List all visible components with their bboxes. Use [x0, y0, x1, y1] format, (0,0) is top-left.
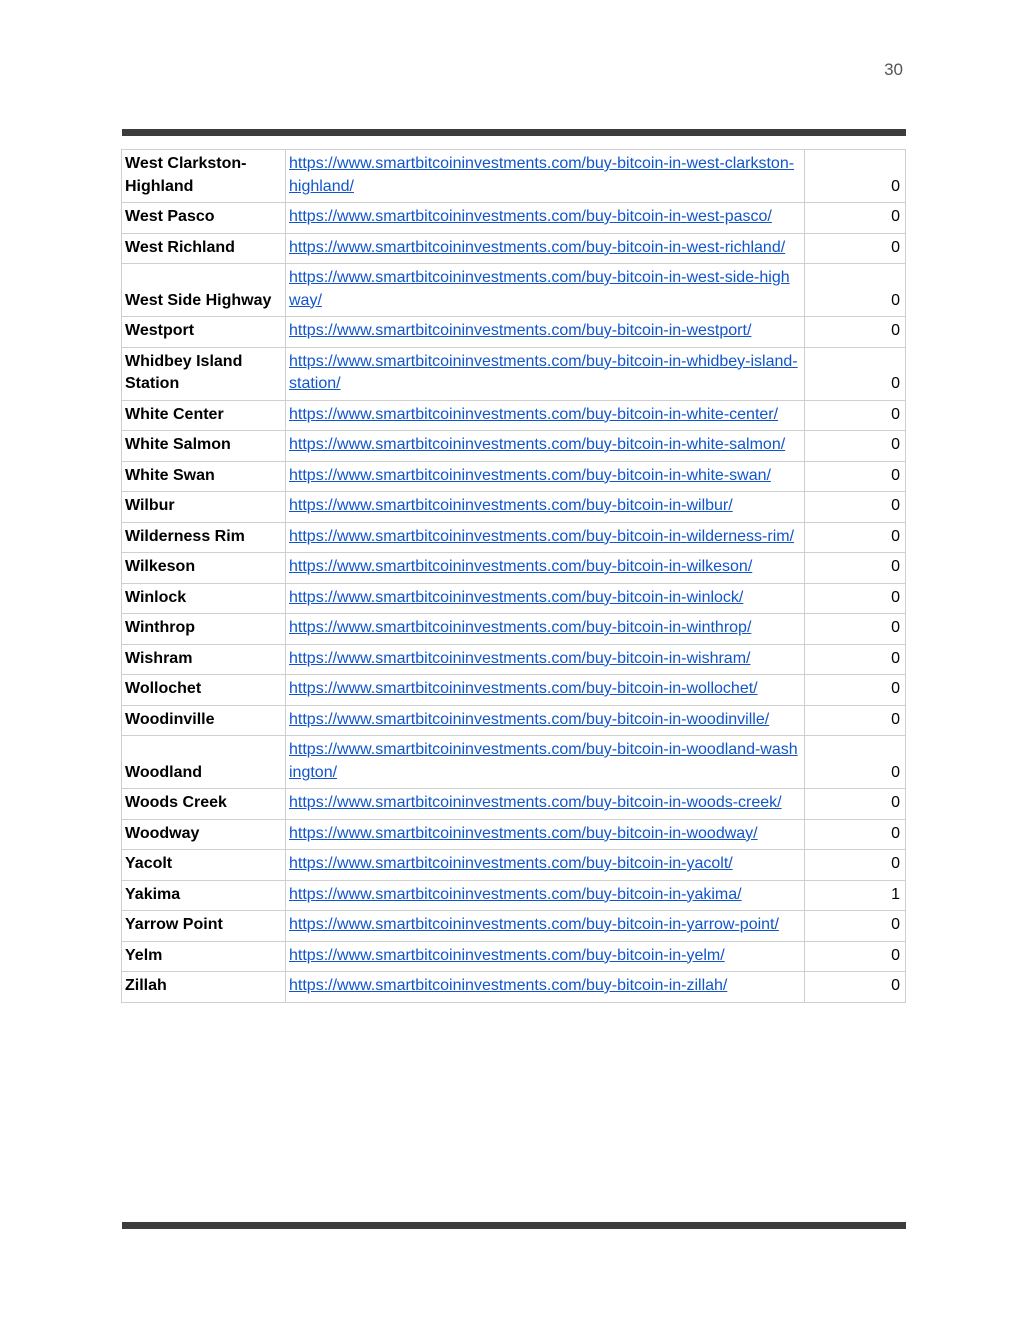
table-row [122, 150, 906, 203]
count-cell: 0 [805, 522, 906, 553]
url-cell [286, 203, 805, 234]
table-row [122, 233, 906, 264]
city-link[interactable]: https://www.smartbitcoininvestments.com/buy-bitcoin-in-wilkeson/ [289, 558, 753, 575]
city-name-cell: White Salmon [122, 431, 286, 462]
city-name-cell: Yelm [122, 941, 286, 972]
url-cell [286, 644, 805, 675]
count-cell: 0 [805, 705, 906, 736]
city-name-cell: White Center [122, 400, 286, 431]
count-cell: 0 [805, 675, 906, 706]
city-link[interactable]: https://www.smartbitcoininvestments.com/buy-bitcoin-in-wollochet/ [289, 680, 758, 697]
city-link-table [121, 149, 906, 1003]
table-body [122, 150, 906, 1003]
url-cell [286, 583, 805, 614]
city-name-cell: Woodway [122, 819, 286, 850]
city-link[interactable]: https://www.smartbitcoininvestments.com/buy-bitcoin-in-zillah/ [289, 977, 728, 994]
bottom-divider [122, 1222, 906, 1229]
table-row [122, 461, 906, 492]
url-cell [286, 819, 805, 850]
city-name-cell: Woodland [122, 736, 286, 789]
url-cell [286, 736, 805, 789]
city-link[interactable]: https://www.smartbitcoininvestments.com/buy-bitcoin-in-wilbur/ [289, 497, 733, 514]
table-row [122, 850, 906, 881]
city-name-cell: Wollochet [122, 675, 286, 706]
count-cell: 0 [805, 233, 906, 264]
table-row [122, 492, 906, 523]
count-cell: 0 [805, 553, 906, 584]
url-cell [286, 880, 805, 911]
table-row [122, 644, 906, 675]
url-cell [286, 347, 805, 400]
count-cell: 0 [805, 614, 906, 645]
city-name-cell: Westport [122, 317, 286, 348]
count-cell: 0 [805, 789, 906, 820]
city-link[interactable]: https://www.smartbitcoininvestments.com/buy-bitcoin-in-woodland-washington/ [289, 741, 798, 781]
city-link[interactable]: https://www.smartbitcoininvestments.com/buy-bitcoin-in-wishram/ [289, 649, 751, 667]
count-cell: 0 [805, 819, 906, 850]
table-row [122, 911, 906, 942]
url-cell [286, 233, 805, 264]
count-cell: 0 [805, 583, 906, 614]
city-name-cell: White Swan [122, 461, 286, 492]
city-link[interactable]: https://www.smartbitcoininvestments.com/buy-bitcoin-in-yacolt/ [289, 855, 733, 872]
city-link[interactable]: https://www.smartbitcoininvestments.com/buy-bitcoin-in-woodinville/ [289, 710, 770, 728]
top-divider [122, 129, 906, 136]
city-name-cell: Woods Creek [122, 789, 286, 820]
url-cell [286, 317, 805, 348]
count-cell: 0 [805, 911, 906, 942]
city-link[interactable]: https://www.smartbitcoininvestments.com/buy-bitcoin-in-wilderness-rim/ [289, 527, 795, 545]
count-cell: 0 [805, 264, 906, 317]
city-link[interactable]: https://www.smartbitcoininvestments.com/buy-bitcoin-in-yakima/ [289, 885, 742, 903]
table-row [122, 819, 906, 850]
city-name-cell: Zillah [122, 972, 286, 1003]
city-link[interactable]: https://www.smartbitcoininvestments.com/buy-bitcoin-in-west-clarkston-highland/ [289, 155, 795, 195]
city-link[interactable]: https://www.smartbitcoininvestments.com/buy-bitcoin-in-winlock/ [289, 588, 744, 606]
city-name-cell: West Side Highway [122, 264, 286, 317]
url-cell [286, 461, 805, 492]
url-cell [286, 705, 805, 736]
city-link[interactable]: https://www.smartbitcoininvestments.com/buy-bitcoin-in-white-center/ [289, 405, 779, 423]
count-cell: 0 [805, 644, 906, 675]
count-cell: 0 [805, 850, 906, 881]
city-name-cell: Wilbur [122, 492, 286, 523]
table-row [122, 203, 906, 234]
city-link[interactable]: https://www.smartbitcoininvestments.com/buy-bitcoin-in-west-side-highway/ [289, 269, 790, 309]
count-cell: 0 [805, 400, 906, 431]
url-cell [286, 522, 805, 553]
count-cell: 0 [805, 736, 906, 789]
table-row [122, 705, 906, 736]
url-cell [286, 850, 805, 881]
url-cell [286, 492, 805, 523]
city-link[interactable]: https://www.smartbitcoininvestments.com/buy-bitcoin-in-woodway/ [289, 824, 758, 842]
url-cell [286, 941, 805, 972]
table-row [122, 583, 906, 614]
city-name-cell: Wilkeson [122, 553, 286, 584]
table-row [122, 614, 906, 645]
city-name-cell: West Pasco [122, 203, 286, 234]
url-cell [286, 675, 805, 706]
city-link[interactable]: https://www.smartbitcoininvestments.com/buy-bitcoin-in-white-swan/ [289, 466, 771, 484]
table-row [122, 522, 906, 553]
city-name-cell: Yakima [122, 880, 286, 911]
count-cell: 0 [805, 150, 906, 203]
count-cell: 0 [805, 941, 906, 972]
table-row [122, 972, 906, 1003]
table-row [122, 941, 906, 972]
city-name-cell: West Richland [122, 233, 286, 264]
city-name-cell: Yarrow Point [122, 911, 286, 942]
city-name-cell: West Clarkston-Highland [122, 150, 286, 203]
url-cell [286, 150, 805, 203]
city-link[interactable]: https://www.smartbitcoininvestments.com/buy-bitcoin-in-woods-creek/ [289, 794, 782, 811]
count-cell: 0 [805, 461, 906, 492]
url-cell [286, 400, 805, 431]
count-cell: 0 [805, 317, 906, 348]
count-cell: 0 [805, 347, 906, 400]
url-cell [286, 911, 805, 942]
table-row [122, 400, 906, 431]
table-row [122, 347, 906, 400]
city-link[interactable]: https://www.smartbitcoininvestments.com/buy-bitcoin-in-yarrow-point/ [289, 916, 779, 933]
url-cell [286, 972, 805, 1003]
city-name-cell: Woodinville [122, 705, 286, 736]
city-link[interactable]: https://www.smartbitcoininvestments.com/buy-bitcoin-in-whidbey-island-station/ [289, 352, 798, 392]
table-row [122, 880, 906, 911]
city-name-cell: Wishram [122, 644, 286, 675]
table-row [122, 553, 906, 584]
url-cell [286, 614, 805, 645]
page-number: 30 [884, 60, 903, 79]
count-cell: 0 [805, 972, 906, 1003]
count-cell: 0 [805, 203, 906, 234]
city-link[interactable]: https://www.smartbitcoininvestments.com/buy-bitcoin-in-winthrop/ [289, 619, 752, 636]
city-link[interactable]: https://www.smartbitcoininvestments.com/buy-bitcoin-in-west-richland/ [289, 238, 786, 256]
url-cell [286, 264, 805, 317]
city-link[interactable]: https://www.smartbitcoininvestments.com/buy-bitcoin-in-westport/ [289, 322, 752, 339]
count-cell: 0 [805, 431, 906, 462]
url-cell [286, 431, 805, 462]
table-row [122, 675, 906, 706]
city-name-cell: Wilderness Rim [122, 522, 286, 553]
city-link[interactable]: https://www.smartbitcoininvestments.com/buy-bitcoin-in-white-salmon/ [289, 436, 786, 453]
table-row [122, 317, 906, 348]
city-name-cell: Yacolt [122, 850, 286, 881]
city-link[interactable]: https://www.smartbitcoininvestments.com/buy-bitcoin-in-yelm/ [289, 946, 725, 964]
city-link[interactable]: https://www.smartbitcoininvestments.com/buy-bitcoin-in-west-pasco/ [289, 208, 772, 225]
city-name-cell: Whidbey Island Station [122, 347, 286, 400]
city-name-cell: Winthrop [122, 614, 286, 645]
url-cell [286, 789, 805, 820]
table-row [122, 264, 906, 317]
count-cell: 1 [805, 880, 906, 911]
table-row [122, 736, 906, 789]
city-name-cell: Winlock [122, 583, 286, 614]
table-row [122, 789, 906, 820]
table-row [122, 431, 906, 462]
url-cell [286, 553, 805, 584]
count-cell: 0 [805, 492, 906, 523]
